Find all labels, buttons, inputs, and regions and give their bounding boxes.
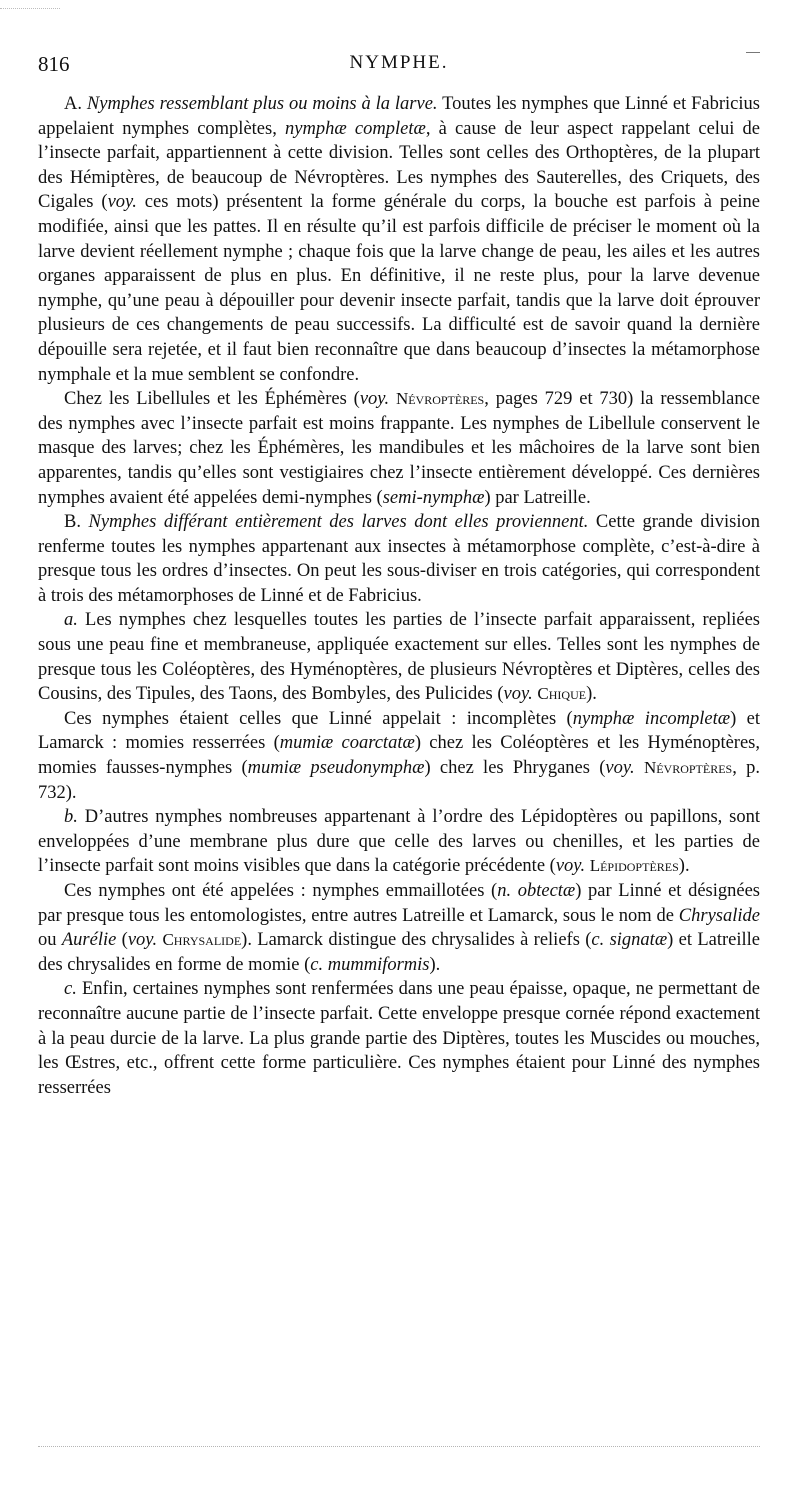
paragraph-b2 — [38, 879, 760, 977]
italic-text: mumiæ pseudonymphæ — [247, 758, 425, 779]
italic-text: Aurélie — [61, 930, 117, 951]
paragraph-b — [38, 510, 760, 608]
paragraph-a2 — [38, 707, 760, 805]
text-run: Cette grande division renferme toutes les nymphes appartenant aux insectes à métamorphose complète, c’est-à-dire à presque tous les ordres d’insectes. On peut les sous-diviser en trois catégories, qui correspondent à trois des métamorphoses de Linné et de Fabricius. — [38, 512, 760, 606]
italic-text: nymphæ incompletæ — [572, 708, 731, 729]
text-run: ( — [116, 930, 128, 951]
text-run: ) et Latreille des chrysalides en forme de momie ( — [38, 930, 761, 975]
text-run: ). — [678, 856, 690, 877]
running-title: NYMPHE. — [349, 52, 449, 73]
italic-text: Nymphes différant entièrement des larves dont elles proviennent. — [88, 512, 589, 533]
text-run: ). — [429, 954, 441, 975]
italic-text: voy. — [555, 856, 586, 877]
text-run: Enfin, certaines nymphes sont renfermées dans une peau épaisse, opaque, ne permettant de reconnaître aucune partie de l’insecte parfait. Cette enveloppe presque cornée répond exactement à la peau durcie de la larve. La plus grande partie des Diptères, toutes les Muscides ou mouches, les Œstres, etc., offrent cette forme particulière. Ces nymphes étaient pour Linné des nymphes resserrées — [38, 979, 760, 1098]
page-header — [38, 52, 760, 82]
text-run: A. — [64, 94, 87, 114]
italic-text: n. obtectæ — [497, 881, 576, 901]
small-caps-text: Lépidoptères — [589, 856, 679, 876]
text-run: ). — [586, 684, 597, 705]
paragraph-libellules — [38, 387, 760, 510]
page-number: 816 — [38, 52, 70, 76]
italic-text: a. — [64, 610, 78, 631]
text-run: Ces nymphes ont été appelées : nymphes emmaillotées ( — [64, 881, 498, 901]
italic-text: nymphæ completæ — [285, 118, 426, 139]
text-run: Les nymphes chez lesquelles toutes les parties de l’insecte parfait apparaissent, repliées sous une peau fine et membraneuse, appliquée exactement sur elles. Telles sont les nymphes de presque tous les Coléoptères, des Hyménoptères, de plusieurs Névroptères et Diptères, celles des Cousins, des Tipules, des Taons, des Bombyles, des Pulicides ( — [38, 610, 760, 705]
italic-text: voy. — [107, 192, 137, 213]
text-run: Toutes les nymphes que Linné et Fabricius appelaient nymphes complètes, — [38, 94, 760, 139]
scan-edge-mark — [0, 8, 60, 9]
footer-dotted-rule — [38, 1446, 760, 1447]
italic-text: c. — [64, 979, 77, 1000]
text-run: ) et Lamarck : momies resserrées ( — [38, 708, 761, 754]
italic-text: c. signatæ — [591, 930, 668, 951]
text-run: ou — [38, 930, 62, 951]
text-run: , à cause de leur aspect rappelant celui de l’insecte parfait, appartiennent à cette division. Telles sont celles des Orthoptères, de la plupart des Hémiptères, de beaucoup de Névroptères. Les nymphes des Sauterelles, des Criquets, des Cigales ( — [38, 118, 760, 213]
small-caps-text: Chique — [537, 684, 587, 704]
text-run: ces mots) présentent la forme générale du corps, la bouche est parfois à peine modifiée, ainsi que les pattes. Il en résulte qu’il est parfois difficile de préciser le moment où la larve devient réellement nymphe ; chaque fois que la larve change de peau, les ailes et les autres organes apparaissent de plus en plus. En définitive, il ne reste plus, pour la larve devenue nymphe, qu’une peau à dépouiller pour devenir insecte parfait, tandis que la larve doit éprouver plusieurs de ces changements de peau successifs. La difficulté est de savoir quand la dernière dépouille sera rejetée, et il faut bien reconnaître que dans beaucoup d’insectes la métamorphose nymphale et la mue semblent se confondre. — [38, 192, 761, 385]
text-run: B. — [64, 512, 89, 533]
small-caps-text: Névroptères — [395, 389, 485, 409]
text-run: Ces nymphes étaient celles que Linné appelait : incomplètes ( — [64, 708, 573, 729]
header-mark — [746, 52, 760, 53]
italic-text: voy. — [503, 684, 533, 705]
text-run: ) chez les Phryganes ( — [424, 758, 606, 779]
paragraph-a — [38, 92, 760, 387]
italic-text: semi-nymphæ — [382, 487, 485, 508]
text-run: ) par Latreille. — [484, 487, 591, 508]
small-caps-text: Névroptères — [643, 758, 733, 778]
text-run — [389, 389, 396, 409]
text-run — [635, 758, 644, 778]
italic-text: b. — [64, 807, 78, 828]
text-run: Chez les Libellules et les Éphémères ( — [64, 389, 360, 410]
paragraph-c — [38, 977, 760, 1100]
italic-text: Nymphes ressemblant plus ou moins à la larve. — [86, 94, 438, 114]
text-run: ) par Linné et désignées par presque tous les entomologistes, entre autres Latreille et Lamarck, sous le nom de — [38, 881, 760, 926]
italic-text: mumiæ coarctatæ — [279, 733, 415, 754]
small-caps-text: Chrysalide — [162, 930, 242, 950]
text-run: ). Lamarck distingue des chrysalides à reliefs ( — [241, 930, 592, 951]
paragraph-a — [38, 608, 760, 706]
text-run: , pages 729 et 730) la ressemblance des nymphes avec l’insecte parfait est moins frappante. Les nymphes de Libellule conservent le masque des larves; chez les Éphémères, les mandibules et les mâchoires de la larve sont bien apparentes, tandis qu’elles sont vestigiaires chez l’insecte entièrement développé. Ces dernières nymphes avaient été appelées demi-nymphes ( — [38, 389, 761, 508]
paragraph-b — [38, 805, 760, 879]
italic-text: c. mummiformis — [310, 954, 430, 975]
italic-text: voy. — [605, 758, 635, 779]
italic-text: Chrysalide — [678, 905, 760, 926]
text-run: , p. 732). — [38, 758, 761, 803]
italic-text: voy. — [359, 389, 390, 410]
article-body — [38, 92, 760, 1100]
italic-text: voy. — [127, 930, 158, 951]
text-run: ) chez les Coléoptères et les Hyménoptères, momies fausses-nymphes ( — [38, 733, 760, 779]
text-run: D’autres nymphes nombreuses appartenant à l’ordre des Lépidoptères ou papillons, sont enveloppées d’une membrane plus dure que celle des larves ou chenilles, et les parties de l’insecte parfait sont moins visibles que dans la catégorie précédente ( — [38, 807, 760, 877]
